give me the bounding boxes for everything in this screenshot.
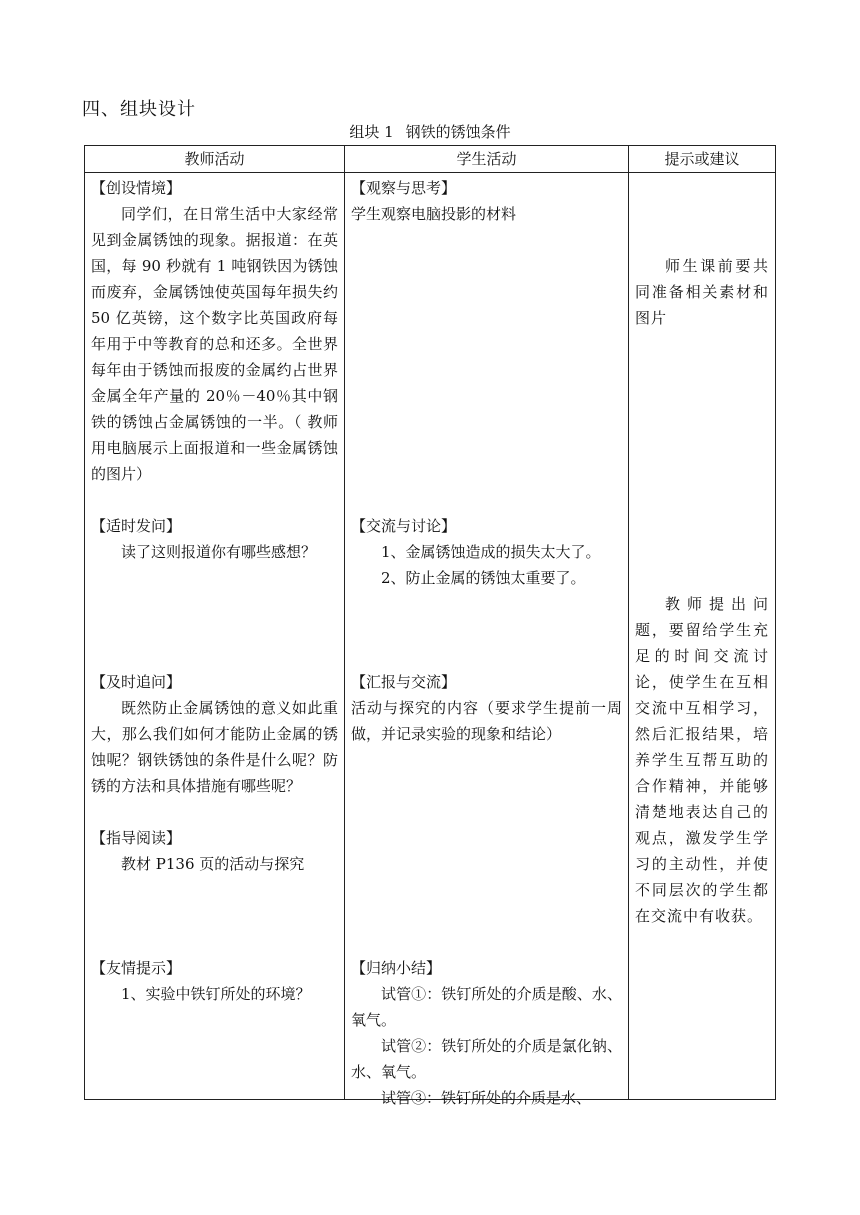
block-paragraph: 既然防止金属锈蚀的意义如此重大，那么我们如何才能防止金属的锈蚀呢？钢铁锈蚀的条件是什么呢？防锈的方法和具体措施有哪些呢？: [91, 699, 338, 795]
student-block: [351, 955, 622, 1111]
caption-topic: 钢铁的锈蚀条件: [405, 123, 511, 141]
caption-block: 组块 1: [349, 123, 394, 141]
block-paragraph: 试管①：铁钉所处的介质是酸、水、氧气。: [351, 985, 622, 1029]
block-title: 【指导阅读】: [91, 829, 182, 847]
teacher-block: [91, 825, 338, 877]
header-student: 学生活动: [345, 146, 629, 173]
block-paragraph: 同学们，在日常生活中大家经常见到金属锈蚀的现象。据报道：在英国，每 90 秒就有 1 吨钢铁因为锈蚀而废弃，金属锈蚀使英国每年损失约 50 亿英镑，这个数字比英国政府每年用于中等教育的总和还多。全世界每年由于锈蚀而报废的金属约占世界金属全年产量的 20％－40％其中钢铁的锈蚀占金属锈蚀的一半。（ 教师用电脑展示上面报道和一些金属锈蚀的图片）: [91, 205, 338, 483]
block-paragraph: 试管②：铁钉所处的介质是氯化钠、水、氧气。: [351, 1037, 622, 1081]
table-header-row: [85, 146, 776, 173]
block-paragraph: 读了这则报道你有哪些感想？: [121, 543, 317, 561]
block-paragraph: 1、实验中铁钉所处的环境？: [121, 985, 311, 1003]
student-block: [351, 513, 622, 591]
table-body-row: [85, 173, 776, 1100]
block-title: 【交流与讨论】: [351, 517, 457, 535]
teacher-block: [91, 513, 338, 565]
block-paragraph: 2、防止金属的锈蚀太重要了。: [381, 569, 586, 587]
teacher-column: [85, 173, 345, 1100]
block-paragraph: 学生观察电脑投影的材料: [351, 205, 517, 223]
table-caption: [0, 121, 860, 142]
block-paragraph: 活动与探究的内容（要求学生提前一周做，并记录实验的现象和结论）: [351, 699, 622, 743]
block-title: 【归纳小结】: [351, 959, 442, 977]
teacher-block: [91, 955, 338, 1007]
tip-block: [635, 591, 769, 929]
block-paragraph: 试管③：铁钉所处的介质是水、: [381, 1089, 592, 1107]
block-title: 【汇报与交流】: [351, 673, 457, 691]
student-column: [345, 173, 629, 1107]
block-title: 【适时发问】: [91, 517, 182, 535]
block-paragraph: 教材 P136 页的活动与探究: [121, 855, 305, 873]
section-heading: 四、组块设计: [82, 99, 196, 120]
header-teacher: 教师活动: [85, 146, 345, 173]
block-title: 【及时追问】: [91, 673, 182, 691]
teacher-block: [91, 175, 338, 487]
lesson-plan-table: [84, 145, 776, 1107]
block-paragraph: 1、金属锈蚀造成的损失太大了。: [381, 543, 601, 561]
block-title: 【观察与思考】: [351, 179, 457, 197]
tip-paragraph: 教师提出问题，要留给学生充足的时间交流讨论，使学生在互相交流中互相学习，然后汇报结果，培养学生互帮互助的合作精神，并能够清楚地表达自己的观点，激发学生学习的主动性，并使不同层次的学生都在交流中有收获。: [635, 595, 769, 925]
tip-block: [635, 253, 769, 331]
teacher-block: [91, 669, 338, 799]
block-title: 【创设情境】: [91, 179, 182, 197]
student-block: [351, 669, 622, 747]
block-title: 【友情提示】: [91, 959, 182, 977]
student-block: [351, 175, 622, 227]
tips-column: [629, 173, 776, 1100]
header-tips: 提示或建议: [629, 146, 776, 173]
tip-paragraph: 师生课前要共同准备相关素材和图片: [635, 257, 769, 327]
